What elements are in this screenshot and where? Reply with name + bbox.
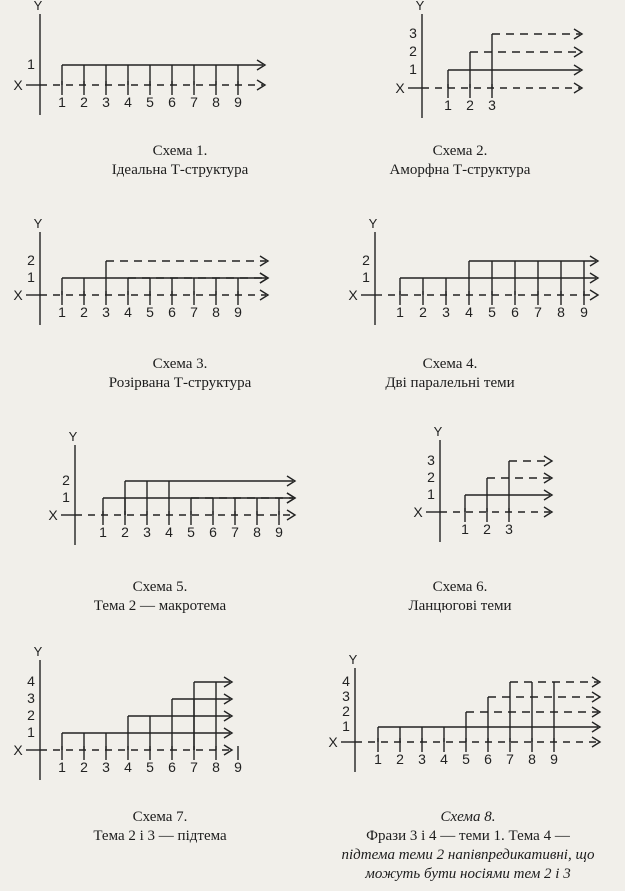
scheme-1-phrase-2-number: 2	[80, 94, 88, 110]
scheme-3-level-label-2: 2	[27, 252, 35, 268]
scheme-1-title: Схема 1.	[152, 143, 208, 159]
scheme-8-subtitle-line-2: підтема теми 2 напівпредикативні, що	[341, 847, 595, 863]
scheme-5-x-label: X	[48, 507, 58, 523]
scheme-8-phrase-8-number: 8	[528, 751, 536, 767]
scheme-1-phrase-1-number: 1	[58, 94, 66, 110]
scheme-2-phrase-2-number: 2	[466, 97, 474, 113]
scheme-7-phrase-6-number: 6	[168, 759, 176, 775]
scheme-8-y-label: Y	[348, 652, 358, 667]
scheme-1-phrase-9-number: 9	[234, 94, 242, 110]
scheme-2-level-label-2: 2	[409, 43, 417, 59]
scheme-5-title: Схема 5.	[132, 579, 188, 595]
scheme-4-level-label-2: 2	[362, 252, 370, 268]
scheme-7-phrase-4-number: 4	[124, 759, 132, 775]
scheme-6-level-label-2: 2	[427, 469, 435, 485]
scheme-8-phrase-2-number: 2	[396, 751, 404, 767]
scheme-5-level-label-2: 2	[62, 472, 70, 488]
scheme-5-level-label-1: 1	[62, 489, 70, 505]
scheme-7-phrase-1-number: 1	[58, 759, 66, 775]
scheme-4-title: Схема 4.	[422, 356, 478, 372]
scheme-6-phrase-1-number: 1	[461, 521, 469, 537]
scheme-3-caption	[30, 355, 330, 393]
scheme-4-phrase-4-number: 4	[465, 304, 473, 320]
scheme-4-subtitle: Дві паралельні теми	[385, 375, 515, 391]
scheme-5-phrase-6-number: 6	[209, 524, 217, 540]
scheme-7-caption	[10, 808, 310, 846]
scheme-4-phrase-7-number: 7	[534, 304, 542, 320]
scheme-5-phrase-9-number: 9	[275, 524, 283, 540]
scheme-3-y-label: Y	[33, 216, 43, 231]
scheme-1-caption	[30, 142, 330, 180]
scheme-4-phrase-8-number: 8	[557, 304, 565, 320]
scheme-8-phrase-7-number: 7	[506, 751, 514, 767]
scheme-7-level-label-1: 1	[27, 724, 35, 740]
scheme-3-phrase-8-number: 8	[212, 304, 220, 320]
scheme-4-phrase-2-number: 2	[419, 304, 427, 320]
scheme-8-phrase-9-number: 9	[550, 751, 558, 767]
scheme-8-caption	[318, 808, 618, 884]
scheme-5-caption	[10, 578, 310, 616]
scheme-4-phrase-3-number: 3	[442, 304, 450, 320]
scheme-4-x-label: X	[348, 287, 358, 303]
scheme-1-phrase-7-number: 7	[190, 94, 198, 110]
scheme-5-phrase-2-number: 2	[121, 524, 129, 540]
scheme-8-level-label-4: 4	[342, 673, 350, 689]
scheme-7-phrase-7-number: 7	[190, 759, 198, 775]
scheme-3-phrase-5-number: 5	[146, 304, 154, 320]
scheme-3-phrase-4-number: 4	[124, 304, 132, 320]
scheme-7-phrase-8-number: 8	[212, 759, 220, 775]
scheme-6-phrase-2-number: 2	[483, 521, 491, 537]
scheme-7-y-label: Y	[33, 644, 43, 659]
scheme-5-subtitle: Тема 2 — макротема	[93, 598, 227, 614]
scheme-6-x-label: X	[413, 504, 423, 520]
scheme-5-phrase-4-number: 4	[165, 524, 173, 540]
scheme-4-level-label-1: 1	[362, 269, 370, 285]
scheme-7-level-label-2: 2	[27, 707, 35, 723]
scheme-8-phrase-3-number: 3	[418, 751, 426, 767]
scheme-2-level-label-3: 3	[409, 25, 417, 41]
scheme-5-phrase-8-number: 8	[253, 524, 261, 540]
scheme-7-phrase-9-number: 9	[234, 759, 242, 775]
scheme-1-phrase-4-number: 4	[124, 94, 132, 110]
scheme-6-subtitle: Ланцюгові теми	[408, 598, 512, 614]
scheme-4-x-axis-arrow	[590, 290, 598, 300]
scheme-3-phrase-6-number: 6	[168, 304, 176, 320]
scheme-6-caption	[310, 578, 610, 616]
scheme-3-level-label-1: 1	[27, 269, 35, 285]
scheme-7-x-label: X	[13, 742, 23, 758]
scheme-5-phrase-7-number: 7	[231, 524, 239, 540]
scheme-1-y-label: Y	[33, 0, 43, 13]
scheme-1-phrase-8-number: 8	[212, 94, 220, 110]
scheme-5-phrase-3-number: 3	[143, 524, 151, 540]
scheme-8-title: Схема 8.	[440, 809, 496, 825]
scheme-1-x-label: X	[13, 77, 23, 93]
scheme-6-level-label-1: 1	[427, 486, 435, 502]
scheme-2-subtitle: Аморфна Т-структура	[389, 162, 531, 178]
scheme-8-phrase-4-number: 4	[440, 751, 448, 767]
scheme-4-phrase-6-number: 6	[511, 304, 519, 320]
scheme-4-phrase-1-number: 1	[396, 304, 404, 320]
scheme-3-phrase-9-number: 9	[234, 304, 242, 320]
scheme-7-title: Схема 7.	[132, 809, 188, 825]
scheme-1-level-label-1: 1	[27, 56, 35, 72]
scheme-8-phrase-5-number: 5	[462, 751, 470, 767]
scheme-1-phrase-5-number: 5	[146, 94, 154, 110]
scheme-2-x-label: X	[395, 80, 405, 96]
scheme-2-title: Схема 2.	[432, 143, 488, 159]
scheme-4-y-label: Y	[368, 216, 378, 231]
scheme-6-title: Схема 6.	[432, 579, 488, 595]
scheme-8-subtitle-line-1: Фрази 3 і 4 — теми 1. Тема 4 —	[366, 828, 570, 844]
scheme-4-phrase-9-number: 9	[580, 304, 588, 320]
scheme-7-level-label-4: 4	[27, 673, 35, 689]
scheme-3-x-label: X	[13, 287, 23, 303]
scheme-5-phrase-5-number: 5	[187, 524, 195, 540]
scheme-6-y-label: Y	[433, 424, 443, 439]
scheme-8-x-label: X	[328, 734, 338, 750]
scheme-8-level-label-1: 1	[342, 718, 350, 734]
scheme-6-level-label-3: 3	[427, 452, 435, 468]
scheme-2-caption	[310, 142, 610, 180]
scheme-7-phrase-5-number: 5	[146, 759, 154, 775]
scheme-5-phrase-1-number: 1	[99, 524, 107, 540]
scheme-1-subtitle: Ідеальна Т-структура	[111, 162, 249, 178]
scheme-8-level-label-3: 3	[342, 688, 350, 704]
scheme-3-title: Схема 3.	[152, 356, 208, 372]
scheme-8-subtitle-line-3: можуть бути носіями тем 2 і 3	[365, 866, 571, 882]
scheme-2-phrase-1-number: 1	[444, 97, 452, 113]
scheme-8-level-label-2: 2	[342, 703, 350, 719]
scheme-7-phrase-3-number: 3	[102, 759, 110, 775]
scheme-2-y-label: Y	[415, 0, 425, 13]
scheme-3-phrase-2-number: 2	[80, 304, 88, 320]
scheme-8-phrase-1-number: 1	[374, 751, 382, 767]
scheme-4-caption	[300, 355, 600, 393]
scheme-3-phrase-1-number: 1	[58, 304, 66, 320]
scheme-2-phrase-3-number: 3	[488, 97, 496, 113]
scheme-4-phrase-5-number: 5	[488, 304, 496, 320]
scheme-2-level-label-1: 1	[409, 61, 417, 77]
scheme-6-phrase-3-number: 3	[505, 521, 513, 537]
scheme-3-phrase-3-number: 3	[102, 304, 110, 320]
scheme-6-theme-row-3-arrow	[544, 456, 552, 466]
scheme-7-phrase-2-number: 2	[80, 759, 88, 775]
scheme-3-phrase-7-number: 7	[190, 304, 198, 320]
scheme-1-phrase-3-number: 3	[102, 94, 110, 110]
scheme-5-y-label: Y	[68, 429, 78, 444]
scheme-7-level-label-3: 3	[27, 690, 35, 706]
scheme-8-phrase-6-number: 6	[484, 751, 492, 767]
scheme-1-phrase-6-number: 6	[168, 94, 176, 110]
scheme-7-subtitle: Тема 2 і 3 — підтема	[93, 828, 227, 844]
scheme-3-subtitle: Розірвана Т-структура	[108, 375, 252, 391]
